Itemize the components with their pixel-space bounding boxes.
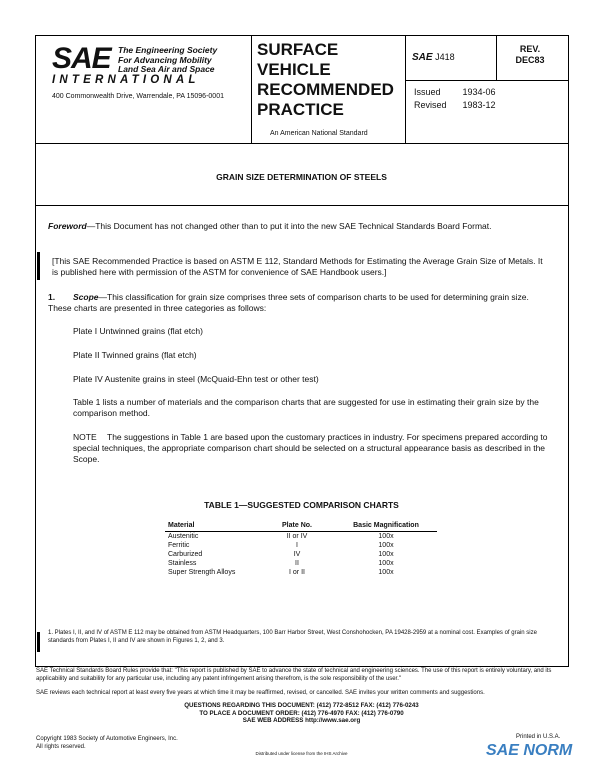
address: 400 Commonwealth Drive, Warrendale, PA 15096-0001 bbox=[52, 93, 224, 100]
society-tagline: The Engineering Society For Advancing Mobility Land Sea Air and Space bbox=[118, 45, 218, 74]
plate-item-3: Plate IV Austenite grains in steel (McQuaid-Ehn test or other test) bbox=[73, 374, 319, 384]
document-type: SURFACE VEHICLE RECOMMENDED PRACTICE bbox=[257, 40, 394, 119]
table-row: Austenitic II or IV 100x bbox=[168, 533, 394, 540]
comparison-table: Material Plate No. Basic Magnification Austenitic II or IV 100x Ferritic I 100x Carburized IV 100x Stainless II 100x Super Strength Alloys I or II 100x bbox=[165, 520, 437, 577]
table-row: Carburized IV 100x bbox=[168, 551, 394, 558]
review-text: SAE reviews each technical report at least every five years at which time it may be reaffirmed, revised, or cancelled. SAE invites your written comments and suggestions. bbox=[36, 690, 485, 696]
header-vline-3 bbox=[496, 35, 497, 80]
header-divider bbox=[35, 143, 568, 144]
printed-note: Printed in U.S.A. bbox=[516, 734, 561, 740]
document-number: SAE J418 bbox=[412, 52, 455, 63]
bracket-note: [This SAE Recommended Practice is based on ASTM E 112, Standard Methods for Estimating the Average Grain Size of Metals. It is published here with permission of the ASTM for convenience of SAE Handbook users.] bbox=[52, 256, 543, 277]
distribution-note: Distributed under license from the IHS Archive bbox=[255, 751, 348, 756]
international-label: INTERNATIONAL bbox=[52, 74, 200, 86]
note: NOTE The suggestions in Table 1 are based upon the customary practices in industry. For specimens prepared according to special techniques, the appropriate comparison chart should be selected on a structural appearance basis as described in the Scope. bbox=[73, 432, 548, 464]
contact-info: QUESTIONS REGARDING THIS DOCUMENT: (412) 772-8512 FAX: (412) 776-0243 TO PLACE A DOCUMENT ORDER: (412) 776-4970 FAX: (412) 776-0790 SAE WEB ADDRESS http://www.sae.org bbox=[184, 702, 419, 725]
change-bar bbox=[37, 252, 40, 280]
header-vline-2 bbox=[405, 35, 406, 143]
table-row: Super Strength Alloys I or II 100x bbox=[168, 569, 394, 576]
foreword: Foreword—This Document has not changed other than to put it into the new SAE Technical Standards Board Format. bbox=[48, 221, 492, 231]
revision: REV. DEC83 bbox=[515, 44, 545, 65]
title-divider bbox=[35, 205, 568, 206]
standard-note: An American National Standard bbox=[270, 130, 368, 137]
table-title: TABLE 1—SUGGESTED COMPARISON CHARTS bbox=[204, 500, 399, 510]
plate-item-2: Plate II Twinned grains (flat etch) bbox=[73, 350, 197, 360]
change-bar-2 bbox=[37, 632, 40, 652]
table-intro: Table 1 lists a number of materials and the comparison charts that are suggested for use in estimating their grain size by the comparison method. bbox=[73, 397, 539, 418]
plate-item-1: Plate I Untwinned grains (flat etch) bbox=[73, 326, 203, 336]
document-title: GRAIN SIZE DETERMINATION OF STEELS bbox=[216, 172, 387, 182]
policy-text: SAE Technical Standards Board Rules provide that: "This report is published by SAE to advance the state of technical and engineering sciences. The use of this report is entirely voluntary, and its applicability and suitability for any particular use, including any patent infringement arising therefrom, is the sole responsibility of the user." bbox=[36, 668, 552, 682]
table-row: Ferritic I 100x bbox=[168, 542, 394, 549]
header-vline-1 bbox=[251, 35, 252, 143]
scope-paragraph: 1. Scope—This classification for grain size comprises three sets of comparison charts to be used for determining grain size. These charts are presented in three categories as follows: bbox=[48, 292, 529, 313]
footnote: 1. Plates I, II, and IV of ASTM E 112 may be obtained from ASTM Headquarters, 100 Barr Harbor Street, West Conshohocken, PA 19428-2959 at a nominal cost. Examples of grain size standards from Plates I, II and IV are shown in Figures 1, 2, and 3. bbox=[48, 630, 537, 644]
sae-norm-logo: SAE NORM bbox=[486, 742, 573, 759]
header-hline-rev bbox=[405, 80, 568, 81]
dates-table: Issued 1934-06 Revised 1983-12 bbox=[414, 87, 496, 110]
sae-logo: SAE bbox=[52, 42, 111, 75]
copyright: Copyright 1983 Society of Automotive Engineers, Inc. All rights reserved. bbox=[36, 736, 178, 750]
table-row: Stainless II 100x bbox=[168, 560, 394, 567]
